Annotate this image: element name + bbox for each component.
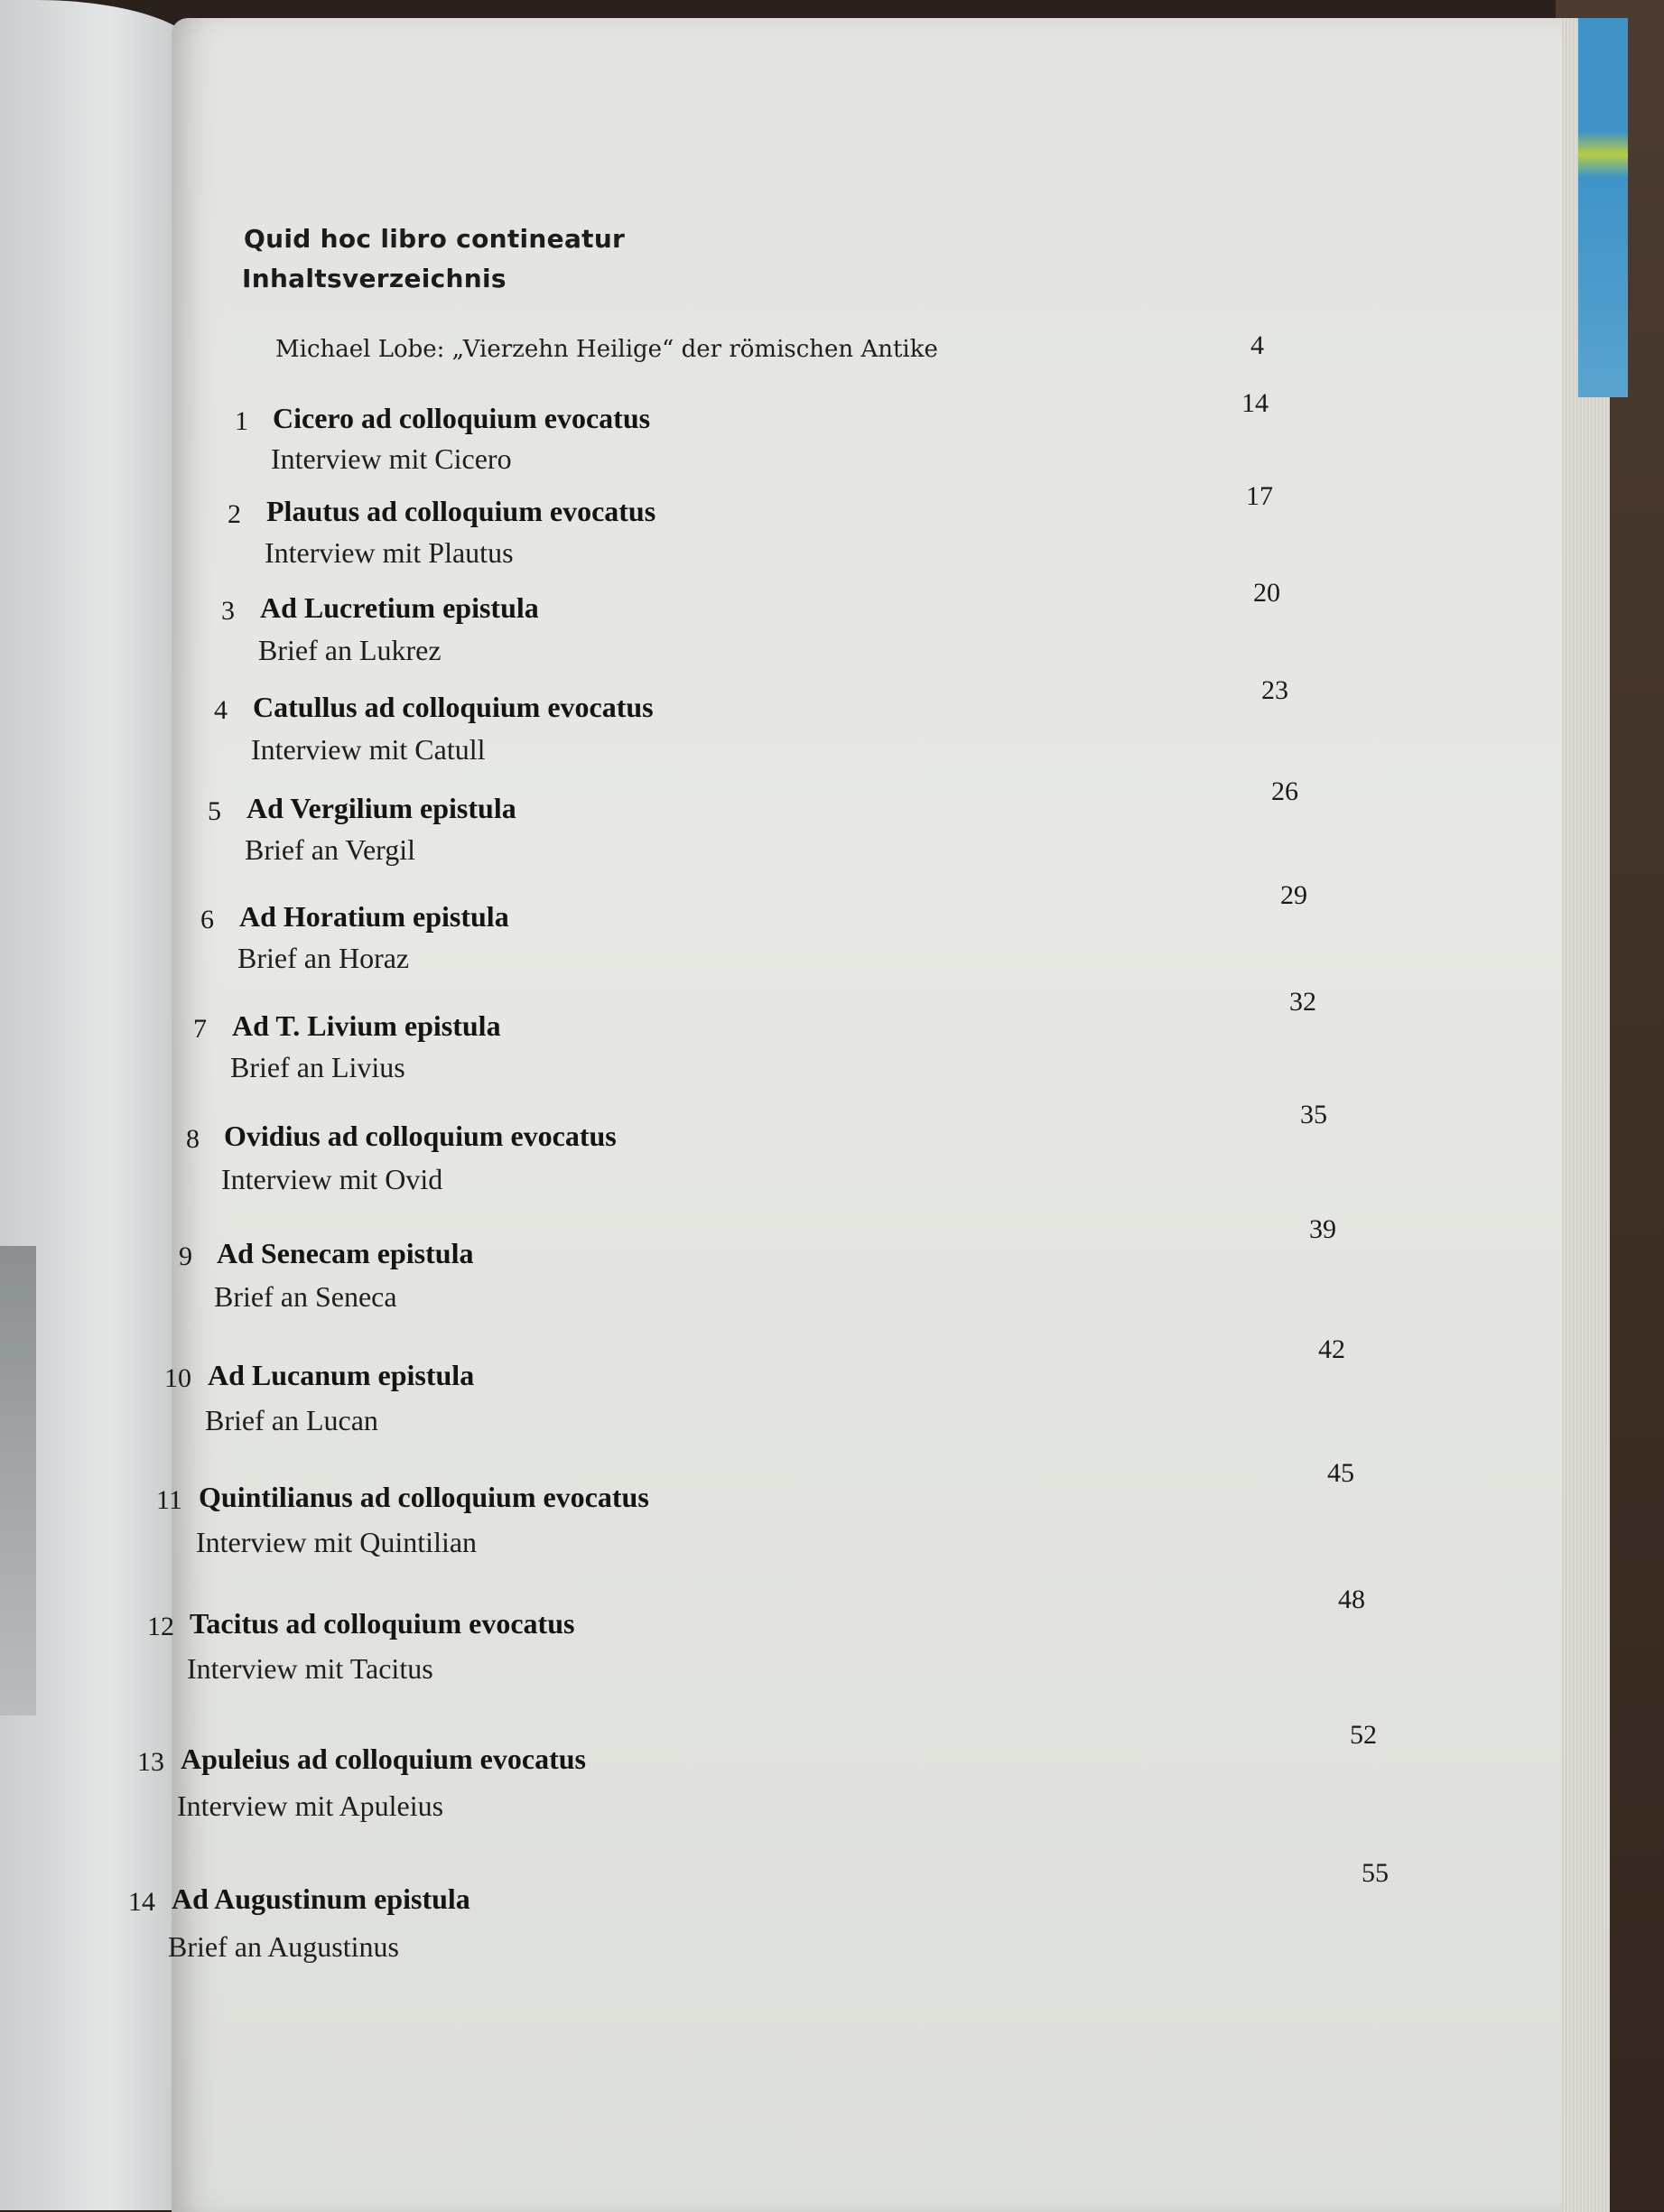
toc-entry-number: 3 — [221, 596, 235, 626]
toc-entry-page: 55 — [1362, 1858, 1389, 1888]
toc-entry-title: Quintilianus ad colloquium evocatus — [199, 1481, 649, 1513]
toc-entry-subtitle: Brief an Horaz — [237, 942, 410, 974]
toc-entry-number: 4 — [214, 695, 228, 725]
toc-entry-page: 35 — [1300, 1100, 1327, 1129]
toc-entry-subtitle: Interview mit Plautus — [265, 536, 514, 569]
toc-intro-page: 4 — [1250, 330, 1264, 360]
toc-entry-subtitle: Brief an Augustinus — [168, 1930, 399, 1963]
toc-entry-page: 52 — [1350, 1720, 1377, 1750]
toc-entry-number: 5 — [208, 796, 221, 826]
toc-entry-page: 42 — [1318, 1334, 1345, 1364]
toc-entry-number: 9 — [179, 1241, 192, 1271]
toc-entry-title: Apuleius ad colloquium evocatus — [181, 1743, 586, 1775]
toc-entry-page: 14 — [1241, 388, 1269, 418]
toc-entry-number: 11 — [156, 1485, 182, 1515]
toc-entry-subtitle: Interview mit Tacitus — [187, 1652, 433, 1685]
toc-entry-title: Ad Horatium epistula — [239, 900, 509, 933]
toc-heading-german: Inhaltsverzeichnis — [242, 264, 507, 293]
toc-entry-number: 1 — [235, 406, 248, 436]
toc-entry-title: Ad Senecam epistula — [217, 1237, 474, 1269]
toc-entry-title: Cicero ad colloquium evocatus — [273, 402, 651, 434]
toc-entry-subtitle: Brief an Livius — [230, 1051, 405, 1083]
toc-entry-subtitle: Interview mit Apuleius — [177, 1789, 444, 1822]
toc-entry-number: 8 — [186, 1124, 200, 1154]
toc-entry-title: Ad Augustinum epistula — [172, 1882, 470, 1915]
toc-entry-page: 29 — [1280, 880, 1307, 910]
toc-entry-subtitle: Interview mit Cicero — [271, 442, 512, 475]
toc-entry-page: 17 — [1246, 481, 1273, 511]
toc-entry-subtitle: Interview mit Catull — [251, 733, 486, 766]
toc-heading-latin: Quid hoc libro contineatur — [244, 224, 626, 254]
toc-entry-subtitle: Interview mit Quintilian — [196, 1526, 478, 1558]
toc-entry-page: 23 — [1261, 675, 1288, 705]
toc-entry-title: Plautus ad colloquium evocatus — [266, 495, 656, 527]
toc-entry-number: 10 — [164, 1363, 191, 1393]
toc-entry-number: 6 — [200, 905, 214, 934]
toc-entry-number: 7 — [193, 1014, 207, 1044]
toc-entry-page: 32 — [1289, 987, 1316, 1017]
toc-entry-number: 13 — [137, 1747, 164, 1777]
toc-entry-page: 39 — [1309, 1214, 1336, 1244]
toc-entry-subtitle: Interview mit Ovid — [221, 1163, 443, 1195]
toc-entry-title: Ad T. Livium epistula — [232, 1009, 501, 1042]
toc-entry-title: Catullus ad colloquium evocatus — [253, 691, 654, 723]
toc-entry-page: 26 — [1271, 776, 1298, 806]
toc-entry-subtitle: Brief an Vergil — [245, 833, 415, 866]
toc-entry-title: Ovidius ad colloquium evocatus — [224, 1120, 617, 1152]
left-page-edge — [0, 1246, 36, 1715]
toc-entry-page: 48 — [1338, 1585, 1365, 1614]
toc-entry-number: 12 — [147, 1612, 174, 1641]
toc-entry-subtitle: Brief an Seneca — [214, 1280, 397, 1313]
toc-entry-number: 14 — [128, 1887, 155, 1917]
toc-entry-title: Tacitus ad colloquium evocatus — [190, 1607, 575, 1640]
toc-entry-subtitle: Brief an Lucan — [205, 1404, 378, 1436]
toc-entry-title: Ad Lucanum epistula — [208, 1359, 475, 1391]
toc-entry-page: 45 — [1327, 1458, 1354, 1488]
toc-intro-title: Michael Lobe: „Vierzehn Heilige“ der römischen Antike — [275, 336, 938, 363]
left-page — [0, 0, 199, 2210]
book-page — [128, 18, 1562, 2212]
toc-entry-number: 2 — [228, 499, 241, 529]
toc-entry-subtitle: Brief an Lukrez — [258, 634, 442, 666]
toc-entry-page: 20 — [1253, 578, 1280, 608]
cover-color-band — [1578, 18, 1628, 397]
toc-entry-title: Ad Vergilium epistula — [246, 792, 516, 824]
toc-entry-title: Ad Lucretium epistula — [260, 591, 539, 624]
